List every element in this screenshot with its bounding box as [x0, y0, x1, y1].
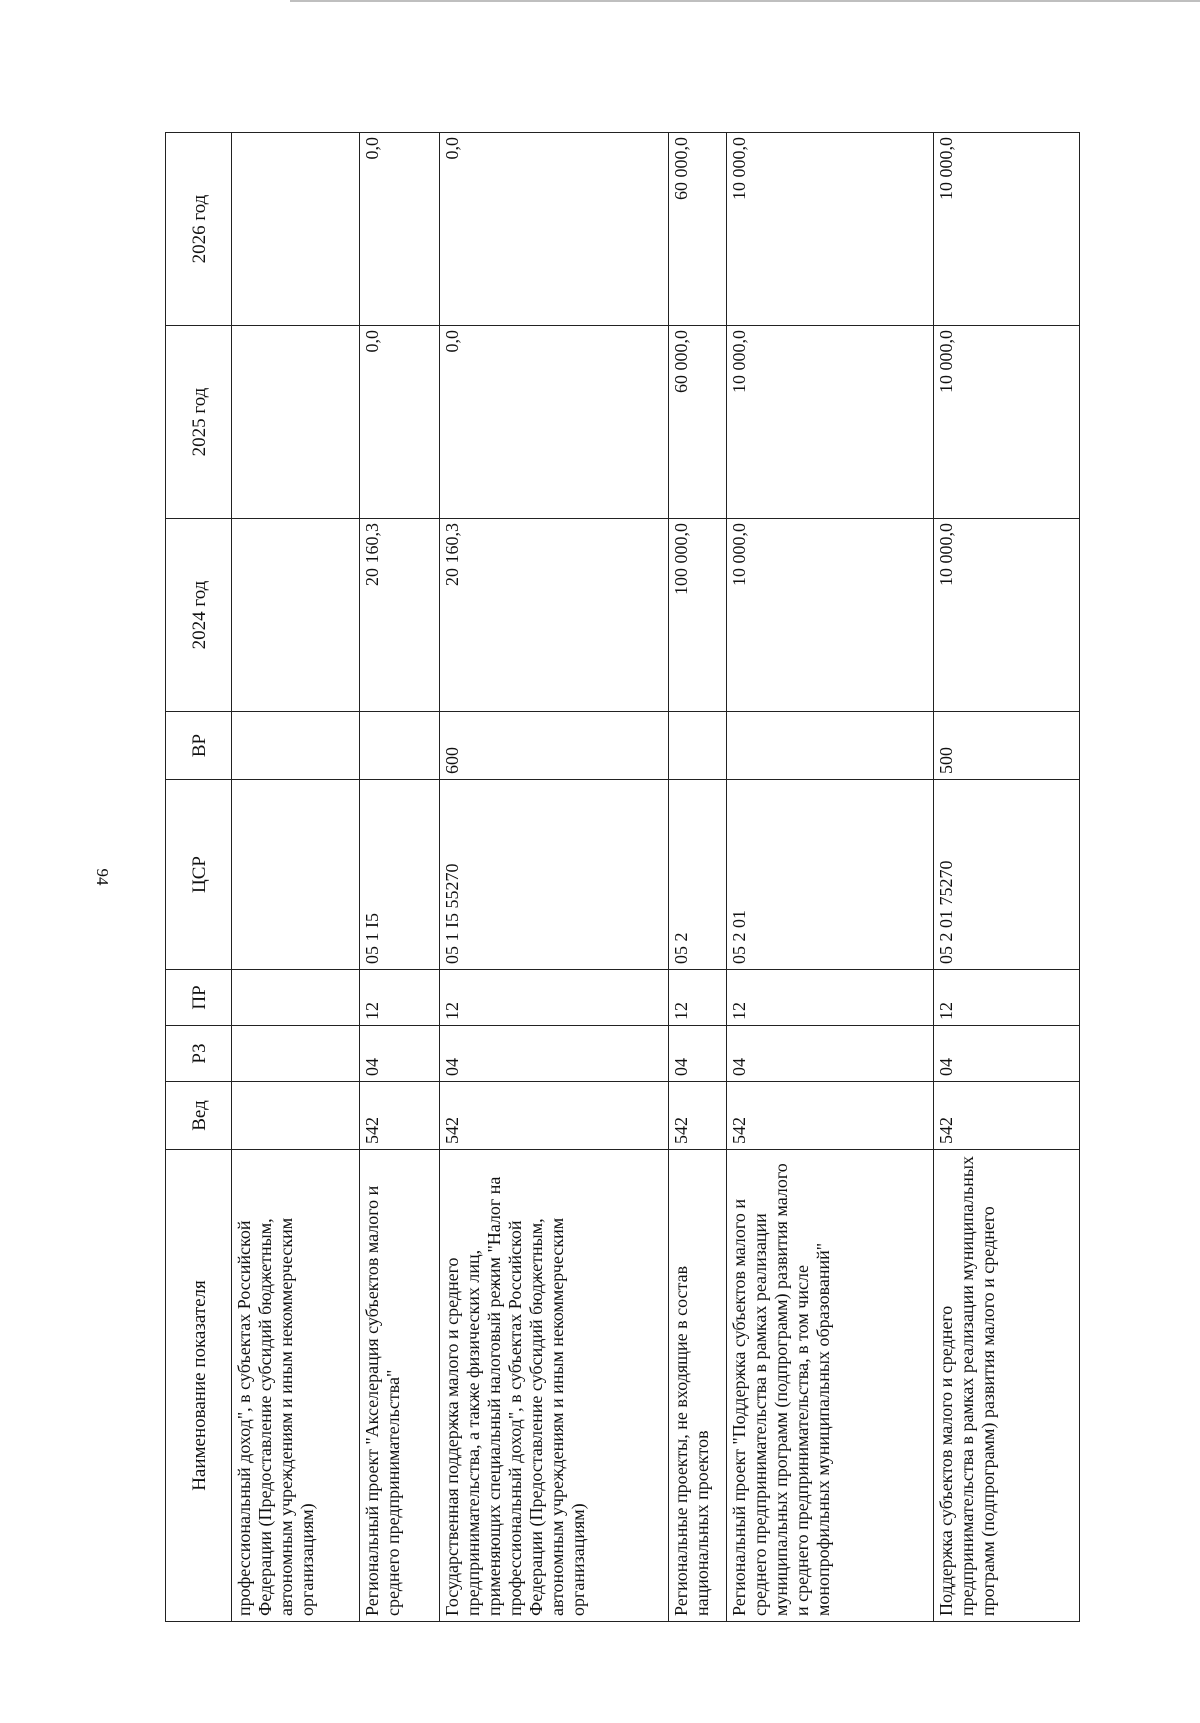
row-pr: 12 — [360, 970, 440, 1026]
table-row — [933, 133, 1079, 1622]
header-2025: 2025 год — [166, 326, 232, 519]
row-vr — [360, 712, 440, 780]
row-csr: 05 2 01 75270 — [933, 780, 1079, 970]
row-ved — [232, 1082, 360, 1150]
row-rz: 04 — [933, 1026, 1079, 1082]
row-2025: 60 000,0 — [669, 326, 727, 519]
row-name: Региональный проект "Поддержка субъектов малого и среднего предпринимательства в рамках реализации муниципальных программ (подпрограмм) развития малого и среднего предпринимательства, в том числе монопрофильных муниципальных образований" — [727, 1150, 933, 1622]
row-vr — [232, 712, 360, 780]
table-row — [727, 133, 933, 1622]
budget-table — [165, 132, 1080, 1622]
row-csr: 05 2 — [669, 780, 727, 970]
page-number: 94 — [93, 868, 112, 886]
row-2026: 10 000,0 — [727, 133, 933, 326]
header-pr: ПР — [166, 970, 232, 1026]
header-name: Наименование показателя — [166, 1150, 232, 1622]
row-vr: 600 — [440, 712, 669, 780]
row-2024: 10 000,0 — [933, 519, 1079, 712]
row-2026: 60 000,0 — [669, 133, 727, 326]
header-2026: 2026 год — [166, 133, 232, 326]
table-header-row — [166, 133, 232, 1622]
row-csr: 05 2 01 — [727, 780, 933, 970]
table-row — [440, 133, 669, 1622]
header-csr: ЦСР — [166, 780, 232, 970]
row-rz: 04 — [360, 1026, 440, 1082]
row-2025 — [232, 326, 360, 519]
row-rz: 04 — [727, 1026, 933, 1082]
row-vr — [669, 712, 727, 780]
row-pr: 12 — [933, 970, 1079, 1026]
row-2026: 10 000,0 — [933, 133, 1079, 326]
budget-table-sheet — [165, 132, 1080, 1622]
row-ved: 542 — [360, 1082, 440, 1150]
row-pr: 12 — [727, 970, 933, 1026]
row-rz: 04 — [669, 1026, 727, 1082]
scan-edge-line — [290, 0, 1200, 2]
row-vr: 500 — [933, 712, 1079, 780]
row-csr: 05 1 I5 55270 — [440, 780, 669, 970]
row-2025: 10 000,0 — [933, 326, 1079, 519]
row-name: Региональные проекты, не входящие в состав национальных проектов — [669, 1150, 727, 1622]
table-row — [360, 133, 440, 1622]
row-rz — [232, 1026, 360, 1082]
row-pr: 12 — [669, 970, 727, 1026]
row-name: Региональный проект "Акселерация субъектов малого и среднего предпринимательства" — [360, 1150, 440, 1622]
header-rz: РЗ — [166, 1026, 232, 1082]
table-row — [669, 133, 727, 1622]
row-name: Государственная поддержка малого и среднего предпринимательства, а также физических лиц, применяющих специальный налоговый режим "Налог на профессиональный доход", в субъектах Российской Федерации (Предоставление субсидий бюджетным, автономным учреждениям и иным некоммерческим организациям) — [440, 1150, 669, 1622]
row-ved: 542 — [727, 1082, 933, 1150]
row-2025: 0,0 — [440, 326, 669, 519]
row-2026: 0,0 — [440, 133, 669, 326]
row-name: профессиональный доход", в субъектах Российской Федерации (Предоставление субсидий бюджетным, автономным учреждениям и иным некоммерческим организациям) — [232, 1150, 360, 1622]
row-2024: 100 000,0 — [669, 519, 727, 712]
header-ved: Вед — [166, 1082, 232, 1150]
header-2024: 2024 год — [166, 519, 232, 712]
row-2024: 10 000,0 — [727, 519, 933, 712]
row-2026: 0,0 — [360, 133, 440, 326]
row-2024 — [232, 519, 360, 712]
table-row — [232, 133, 360, 1622]
row-name: Поддержка субъектов малого и среднего предпринимательства в рамках реализации муниципальных программ (подпрограмм) развития малого и среднего — [933, 1150, 1079, 1622]
row-csr: 05 1 I5 — [360, 780, 440, 970]
row-csr — [232, 780, 360, 970]
row-ved: 542 — [669, 1082, 727, 1150]
row-2024: 20 160,3 — [360, 519, 440, 712]
row-pr: 12 — [440, 970, 669, 1026]
row-ved: 542 — [440, 1082, 669, 1150]
row-2025: 0,0 — [360, 326, 440, 519]
row-vr — [727, 712, 933, 780]
row-2024: 20 160,3 — [440, 519, 669, 712]
row-2025: 10 000,0 — [727, 326, 933, 519]
row-2026 — [232, 133, 360, 326]
header-vr: ВР — [166, 712, 232, 780]
row-ved: 542 — [933, 1082, 1079, 1150]
row-rz: 04 — [440, 1026, 669, 1082]
row-pr — [232, 970, 360, 1026]
